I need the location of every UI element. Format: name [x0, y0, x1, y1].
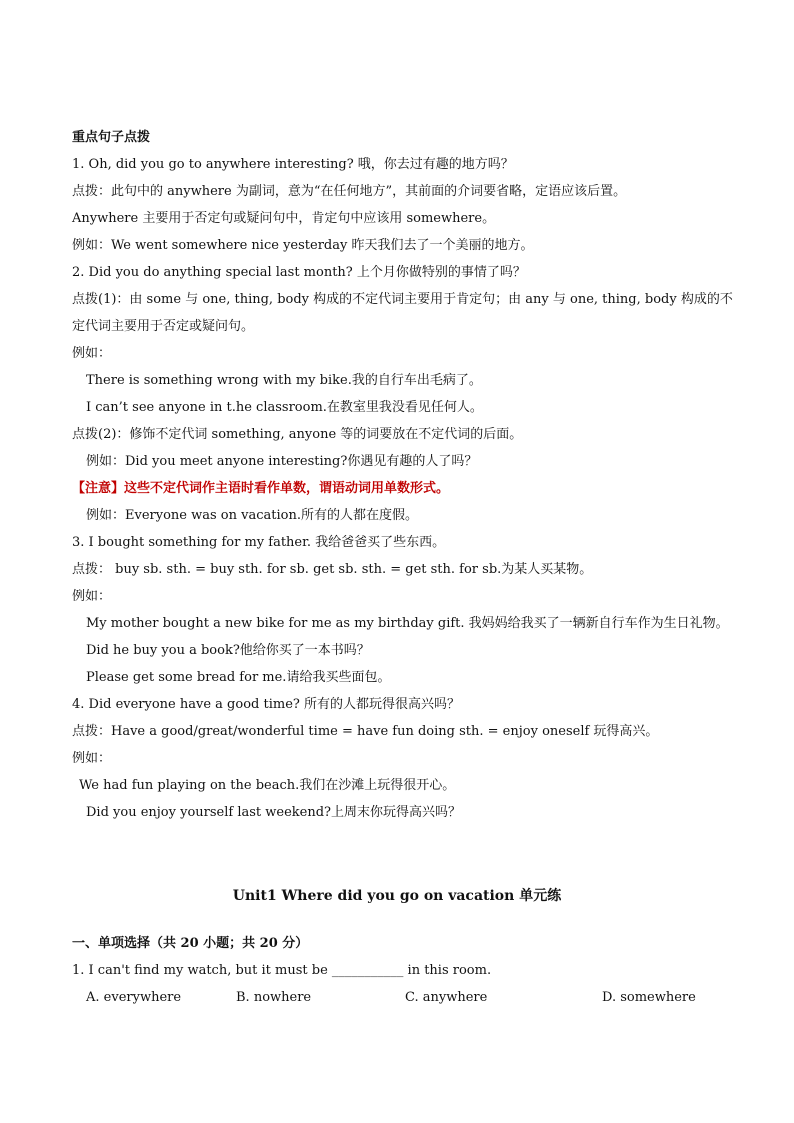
question-1-option-d: D. somewhere	[602, 990, 696, 1005]
text-line: I can’t see anyone in t.he classroom.在教室里我没看见任何人。	[86, 400, 483, 415]
text-line: My mother bought a new bike for me as my birthday gift. 我妈妈给我买了一辆新自行车作为生日礼物。	[86, 616, 729, 631]
text-line: 例如：	[72, 346, 112, 361]
text-line: 定代词主要用于否定或疑问句。	[72, 319, 255, 334]
text-line: 例如：Did you meet anyone interesting?你遇见有趣的人了吗？	[86, 454, 478, 469]
exercise-heading: 一、单项选择（共 20 小题；共 20 分）	[72, 936, 309, 951]
question-1-option-a: A. everywhere	[86, 990, 182, 1005]
text-line: 1. Oh, did you go to anywhere interesting? 哦，你去过有趣的地方吗？	[72, 157, 514, 172]
text-line: 2. Did you do anything special last month? 上个月你做特别的事情了吗？	[72, 265, 526, 280]
text-line: 4. Did everyone have a good time? 所有的人都玩得很高兴吗？	[72, 697, 460, 712]
text-line: Did you enjoy yourself last weekend?上周末你玩得高兴吗？	[86, 805, 462, 820]
text-line: 例如：	[72, 589, 112, 604]
text-line: Anywhere 主要用于否定句或疑问句中，肯定句中应该用 somewhere。	[72, 211, 496, 226]
text-line: 点拨：此句中的 anywhere 为副词，意为“在任何地方”，其前面的介词要省略，定语应该后置。	[72, 184, 627, 199]
question-1-option-c: C. anywhere	[405, 990, 488, 1005]
question-1-option-b: B. nowhere	[236, 990, 312, 1005]
text-line: Did he buy you a book?他给你买了一本书吗？	[86, 643, 370, 658]
text-line: Please get some bread for me.请给我买些面包。	[86, 670, 391, 685]
note-line: 【注意】这些不定代词作主语时看作单数，谓语动词用单数形式。	[72, 481, 450, 496]
question-1-text: 1. I can't find my watch, but it must be ___________ in this room.	[72, 963, 492, 978]
text-line: 点拨(1)：由 some 与 one, thing, body 构成的不定代词主要用于肯定句；由 any 与 one, thing, body 构成的不	[72, 292, 733, 307]
text-line: 例如：We went somewhere nice yesterday 昨天我们去了一个美丽的地方。	[72, 238, 534, 253]
text-line: 点拨(2)：修饰不定代词 something, anyone 等的词要放在不定代词的后面。	[72, 427, 523, 442]
unit-title: Unit1 Where did you go on vacation 单元练	[232, 888, 562, 904]
text-line: 点拨：Have a good/great/wonderful time = have fun doing sth. = enjoy oneself 玩得高兴。	[72, 724, 659, 739]
text-line: 3. I bought something for my father. 我给爸爸买了些东西。	[72, 535, 446, 550]
text-line: 例如：	[72, 751, 112, 766]
text-line: 点拨： buy sb. sth. = buy sth. for sb. get sb. sth. = get sth. for sb.为某人买某物。	[72, 562, 593, 577]
section-heading: 重点句子点拨	[72, 130, 151, 145]
text-line: There is something wrong with my bike.我的自行车出毛病了。	[86, 373, 482, 388]
text-line: We had fun playing on the beach.我们在沙滩上玩得很开心。	[79, 778, 456, 793]
text-line: 例如：Everyone was on vacation.所有的人都在度假。	[86, 508, 418, 523]
